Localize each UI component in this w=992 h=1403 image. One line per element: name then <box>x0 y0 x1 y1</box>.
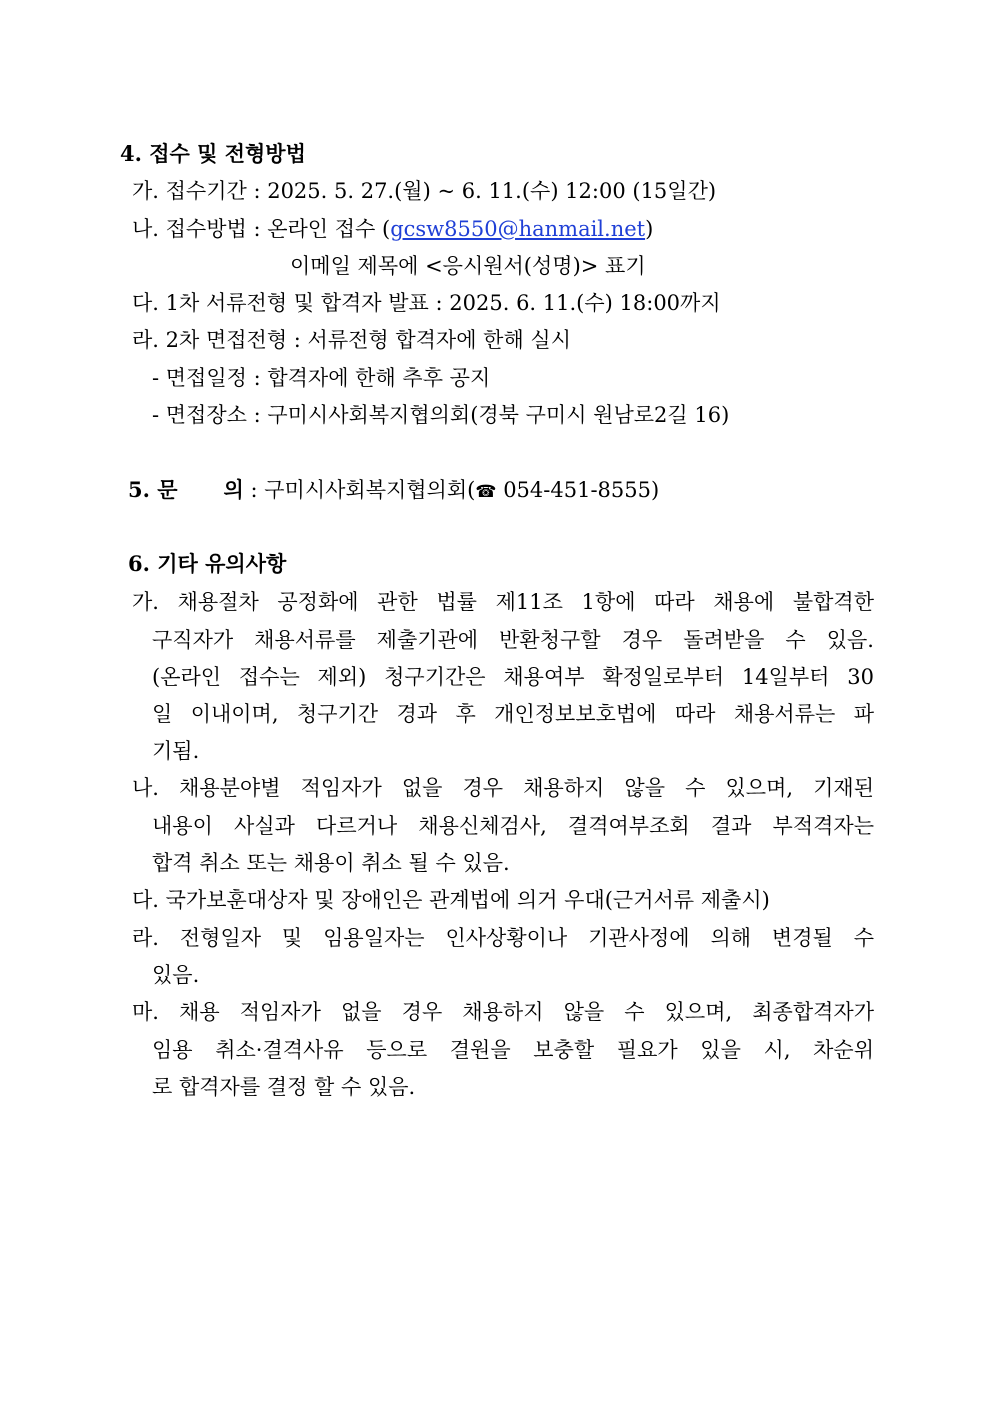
contact-org: 구미시사회복지협의회( <box>264 478 476 502</box>
contact-phone: 054-451-8555) <box>496 478 660 502</box>
section5-heading-end: 의 <box>223 477 244 502</box>
note-na-line2: 내용이 사실과 다르거나 채용신체검사, 결격여부조회 결과 부적격자는 <box>152 814 874 838</box>
section5-contact <box>128 477 659 505</box>
item-application-period: 가. 접수기간 : 2025. 5. 27.(월) ~ 6. 11.(수) 12:00 (15일간) <box>132 179 717 203</box>
note-ga-line2: 구직자가 채용서류를 제출기관에 반환청구할 경우 돌려받을 수 있음. <box>152 628 874 652</box>
item-application-method <box>132 216 653 242</box>
interview-location: - 면접장소 : 구미시사회복지협의회(경북 구미시 원남로2길 16) <box>152 403 730 427</box>
interview-schedule: - 면접일정 : 합격자에 한해 추후 공지 <box>152 366 491 390</box>
phone-icon: ☎ <box>475 482 497 502</box>
note-da-line1: 다. 국가보훈대상자 및 장애인은 관계법에 의거 우대(근거서류 제출시) <box>132 888 770 912</box>
section4-heading: 4. 접수 및 전형방법 <box>120 141 306 166</box>
note-na-line3: 합격 취소 또는 채용이 취소 될 수 있음. <box>152 851 510 875</box>
note-ra-line2: 있음. <box>152 963 200 987</box>
email-subject-note: 이메일 제목에 <응시원서(성명)> 표기 <box>290 254 646 278</box>
note-ga-line5: 기됨. <box>152 739 200 763</box>
application-method-close: ) <box>645 217 654 241</box>
note-ma-line2: 임용 취소·결격사유 등으로 결원을 보충할 필요가 있을 시, 차순위 <box>152 1038 874 1062</box>
contact-separator: : <box>243 478 265 502</box>
item-document-screening: 다. 1차 서류전형 및 합격자 발표 : 2025. 6. 11.(수) 18:00까지 <box>132 291 721 315</box>
item-interview: 라. 2차 면접전형 : 서류전형 합격자에 한해 실시 <box>132 328 571 352</box>
note-ga-line3: (온라인 접수는 제외) 청구기간은 채용여부 확정일로부터 14일부터 30 <box>152 665 874 689</box>
application-method-text: 나. 접수방법 : 온라인 접수 ( <box>132 217 391 241</box>
note-na-line1: 나. 채용분야별 적임자가 없을 경우 채용하지 않을 수 있으며, 기재된 <box>132 776 874 800</box>
note-ma-line1: 마. 채용 적임자가 없을 경우 채용하지 않을 수 있으며, 최종합격자가 <box>132 1000 874 1024</box>
section5-heading-num: 5. 문 <box>128 477 178 502</box>
note-ga-line1: 가. 채용절차 공정화에 관한 법률 제11조 1항에 따라 채용에 불합격한 <box>132 590 874 614</box>
note-ga-line4: 일 이내이며, 청구기간 경과 후 개인정보보호법에 따라 채용서류는 파 <box>152 702 874 726</box>
section6-heading: 6. 기타 유의사항 <box>128 551 287 576</box>
note-ra-line1: 라. 전형일자 및 임용일자는 인사상황이나 기관사정에 의해 변경될 수 <box>132 926 874 950</box>
note-ma-line3: 로 합격자를 결정 할 수 있음. <box>152 1075 416 1099</box>
email-link[interactable]: gcsw8550@hanmail.net <box>390 217 646 241</box>
